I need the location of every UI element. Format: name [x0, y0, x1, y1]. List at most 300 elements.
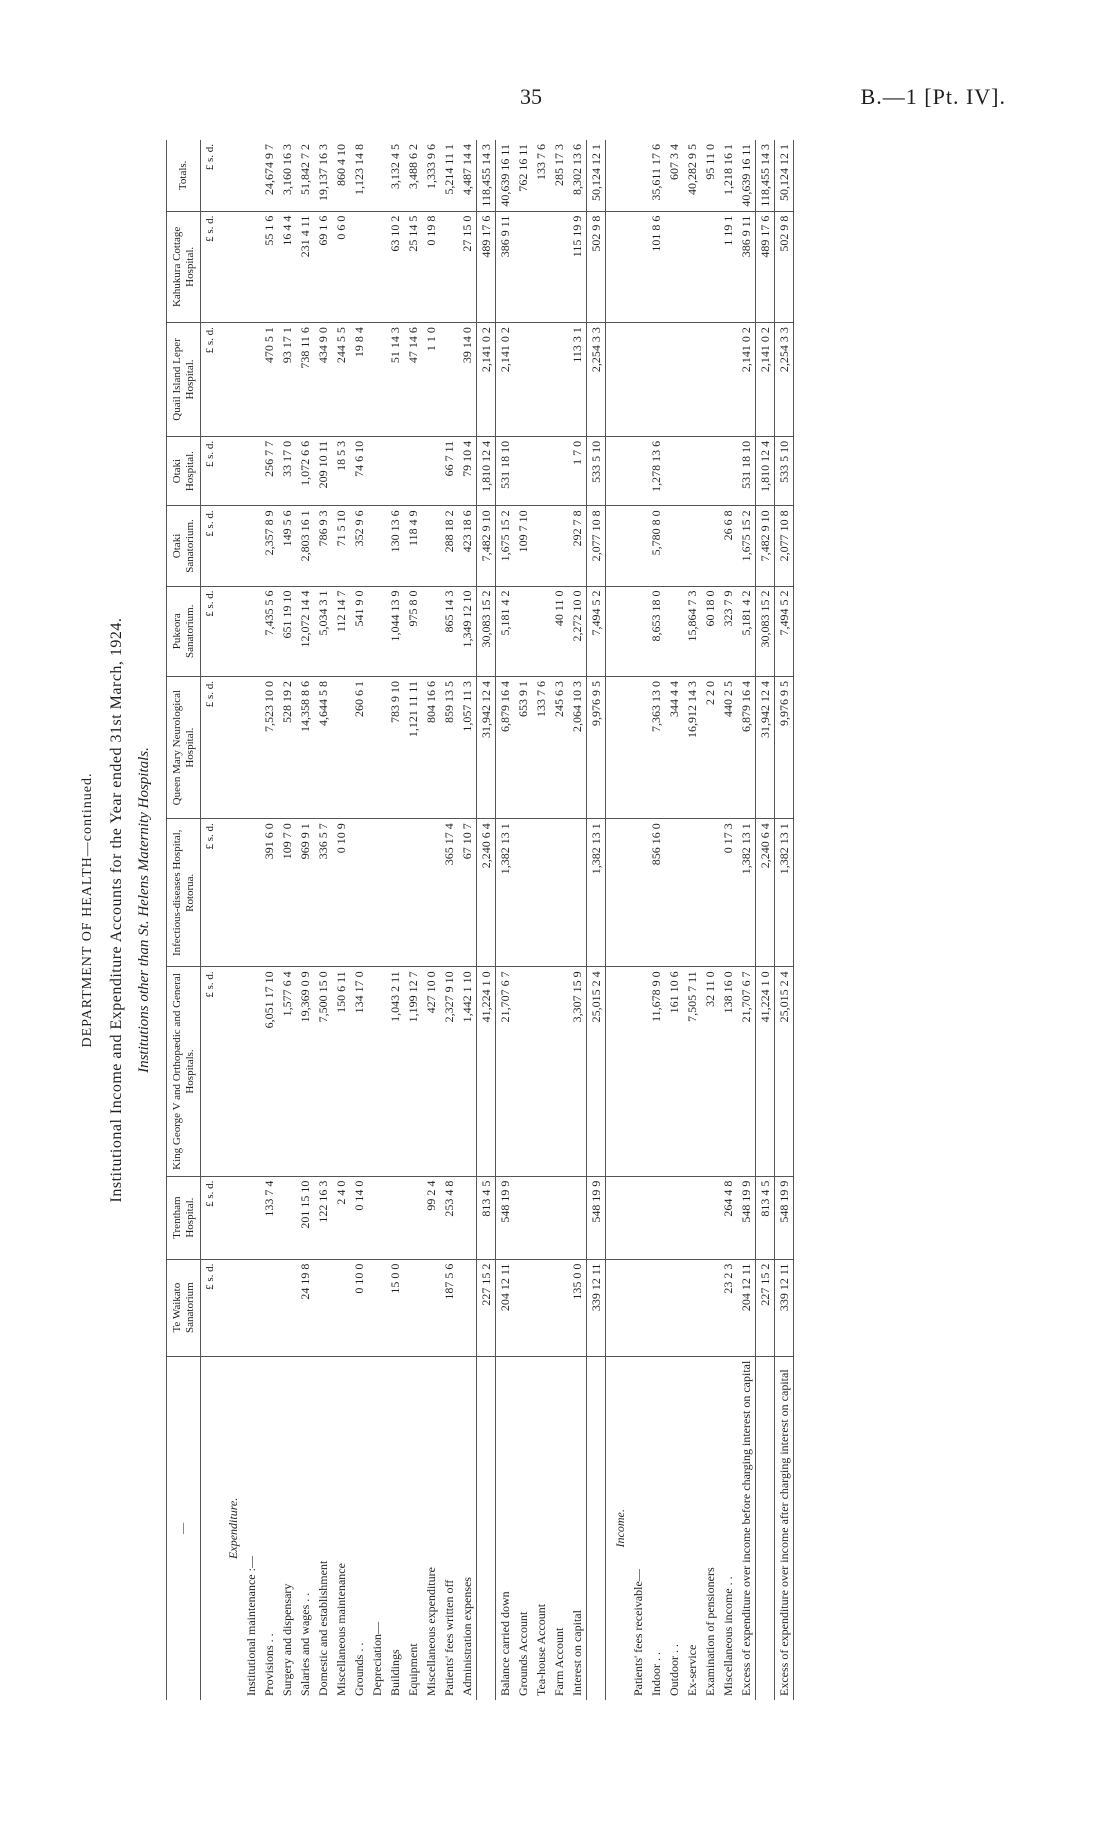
column-header: Kahukura Cottage Hospital.	[167, 211, 201, 322]
amount-cell: 548 19 9	[775, 1176, 794, 1259]
amount-cell: 0 6 0	[332, 211, 350, 322]
amount-cell	[242, 323, 260, 437]
accounts-heading: Institutional Income and Expenditure Accounts for the Year ended 31st March, 1924.	[108, 617, 125, 1203]
amount-cell: 0 14 0	[350, 1176, 368, 1259]
amount-cell	[404, 1176, 422, 1259]
amount-cell	[219, 677, 242, 819]
amount-cell: 209 10 11	[314, 436, 332, 506]
row-label: Balance carried down	[498, 1591, 513, 1696]
amount-cell	[606, 967, 630, 1176]
column-header: Te Waikato Sanatorium	[167, 1259, 201, 1356]
amount-cell	[629, 323, 647, 437]
amount-cell: 1,044 13 9	[386, 586, 404, 677]
currency-units: £ s. d.	[201, 677, 220, 819]
amount-cell: 1,043 2 11	[386, 967, 404, 1176]
table-row	[532, 140, 550, 1700]
amount-cell: 41,224 1 0	[756, 967, 775, 1176]
amount-cell	[314, 1259, 332, 1356]
amount-cell: 1,810 12 4	[756, 436, 775, 506]
amount-cell: 548 19 9	[587, 1176, 606, 1259]
amount-cell: 531 18 10	[737, 436, 756, 506]
amount-cell: 391 6 0	[260, 819, 278, 967]
row-label: Provisions . .	[262, 1633, 277, 1696]
amount-cell: 1,121 11 11	[404, 677, 422, 819]
table-row	[350, 140, 368, 1700]
amount-cell: 1,382 13 1	[496, 819, 515, 967]
amount-cell: 2,803 16 1	[296, 506, 314, 586]
amount-cell: 2,240 6 4	[756, 819, 775, 967]
amount-cell: 95 11 0	[701, 140, 719, 211]
amount-cell: 55 1 6	[260, 211, 278, 322]
currency-units	[201, 1356, 220, 1700]
amount-cell: 607 3 4	[665, 140, 683, 211]
amount-cell	[242, 819, 260, 967]
row-label: Examination of pensioners	[703, 1567, 718, 1696]
amount-cell: 256 7 7	[260, 436, 278, 506]
table-row	[332, 140, 350, 1700]
amount-cell: 2,077 10 8	[587, 506, 606, 586]
amount-cell	[514, 586, 532, 677]
amount-cell: 138 16 0	[719, 967, 737, 1176]
amount-cell: 113 3 1	[568, 323, 587, 437]
amount-cell: 969 9 1	[296, 819, 314, 967]
amount-cell: 8,302 13 6	[568, 140, 587, 211]
amount-cell	[219, 436, 242, 506]
currency-units: £ s. d.	[201, 967, 220, 1176]
amount-cell	[242, 436, 260, 506]
amount-cell: 1,577 6 4	[278, 967, 296, 1176]
amount-cell: 79 10 4	[458, 436, 477, 506]
amount-cell	[550, 967, 568, 1176]
amount-cell: 7,505 7 11	[683, 967, 701, 1176]
amount-cell	[368, 586, 386, 677]
row-label: Surgery and dispensary	[280, 1583, 295, 1696]
amount-cell: 7,363 13 0	[647, 677, 665, 819]
amount-cell: 30,083 15 2	[756, 586, 775, 677]
amount-cell: 31,942 12 4	[756, 677, 775, 819]
amount-cell: 161 10 6	[665, 967, 683, 1176]
amount-cell	[514, 1259, 532, 1356]
amount-cell	[219, 323, 242, 437]
department-title: DEPARTMENT OF HEALTH—continued.	[80, 772, 95, 1048]
amount-cell: 99 2 4	[422, 1176, 440, 1259]
amount-cell: 434 9 0	[314, 323, 332, 437]
amount-cell: 1,123 14 8	[350, 140, 368, 211]
amount-cell	[606, 586, 630, 677]
amount-cell	[219, 506, 242, 586]
amount-cell	[278, 1176, 296, 1259]
table-row	[701, 140, 719, 1700]
amount-cell	[568, 819, 587, 967]
table-row	[296, 140, 314, 1700]
amount-cell: 786 9 3	[314, 506, 332, 586]
amount-cell: 856 16 0	[647, 819, 665, 967]
amount-cell	[606, 211, 630, 322]
table-row	[314, 140, 332, 1700]
amount-cell: 31,942 12 4	[477, 677, 496, 819]
section-row	[219, 140, 242, 1700]
amount-cell	[629, 436, 647, 506]
amount-cell	[550, 506, 568, 586]
amount-cell	[665, 1259, 683, 1356]
amount-cell: 1,382 13 1	[737, 819, 756, 967]
amount-cell	[701, 506, 719, 586]
amount-cell	[629, 967, 647, 1176]
amount-cell	[606, 140, 630, 211]
amount-cell: 9,976 9 5	[587, 677, 606, 819]
table-row	[629, 140, 647, 1700]
amount-cell: 67 10 7	[458, 819, 477, 967]
amount-cell: 344 4 4	[665, 677, 683, 819]
amount-cell: 51,842 7 2	[296, 140, 314, 211]
table-row	[737, 140, 756, 1700]
amount-cell: 35,611 17 6	[647, 140, 665, 211]
amount-cell: 548 19 9	[737, 1176, 756, 1259]
amount-cell: 12,072 14 4	[296, 586, 314, 677]
amount-cell	[683, 211, 701, 322]
amount-cell: 533 5 10	[775, 436, 794, 506]
amount-cell	[606, 506, 630, 586]
amount-cell: 2,240 6 4	[477, 819, 496, 967]
amount-cell	[440, 211, 458, 322]
amount-cell	[532, 211, 550, 322]
amount-cell	[683, 506, 701, 586]
amount-cell	[665, 436, 683, 506]
column-header: Infectious-diseases Hospital, Rotorua.	[167, 819, 201, 967]
amount-cell	[458, 1259, 477, 1356]
amount-cell: 285 17 3	[550, 140, 568, 211]
amount-cell: 118,455 14 3	[477, 140, 496, 211]
amount-cell: 30,083 15 2	[477, 586, 496, 677]
amount-cell: 323 7 9	[719, 586, 737, 677]
amount-cell: 2,254 3 3	[775, 323, 794, 437]
amount-cell: 0 19 8	[422, 211, 440, 322]
amount-cell	[368, 323, 386, 437]
amount-cell: 71 5 10	[332, 506, 350, 586]
amount-cell: 14,358 8 6	[296, 677, 314, 819]
currency-units: £ s. d.	[201, 506, 220, 586]
total-row	[775, 140, 794, 1700]
table-row	[368, 140, 386, 1700]
amount-cell: 5,181 4 2	[737, 586, 756, 677]
amount-cell: 134 17 0	[350, 967, 368, 1176]
total-row	[756, 140, 775, 1700]
amount-cell: 2,141 0 2	[756, 323, 775, 437]
amount-cell: 1,382 13 1	[775, 819, 794, 967]
amount-cell: 5,181 4 2	[496, 586, 515, 677]
amount-cell: 8,653 18 0	[647, 586, 665, 677]
amount-cell: 21,707 6 7	[737, 967, 756, 1176]
amount-cell: 1,442 1 10	[458, 967, 477, 1176]
currency-units: £ s. d.	[201, 211, 220, 322]
amount-cell: 19 8 4	[350, 323, 368, 437]
table-row	[278, 140, 296, 1700]
amount-cell: 50,124 12 1	[587, 140, 606, 211]
amount-cell	[242, 1259, 260, 1356]
amount-cell: 2 4 0	[332, 1176, 350, 1259]
amount-cell	[568, 1176, 587, 1259]
amount-cell	[683, 436, 701, 506]
amount-cell	[242, 677, 260, 819]
row-label: Grounds . .	[352, 1642, 367, 1696]
amount-cell: 6,051 17 10	[260, 967, 278, 1176]
row-label: Interest on capital	[570, 1610, 585, 1696]
amount-cell: 24 19 8	[296, 1259, 314, 1356]
amount-cell: 813 4 5	[756, 1176, 775, 1259]
amount-cell: 264 4 8	[719, 1176, 737, 1259]
amount-cell: 865 14 3	[440, 586, 458, 677]
amount-cell: 2,254 3 3	[587, 323, 606, 437]
column-header: Otaki Hospital.	[167, 436, 201, 506]
row-label: Equipment	[406, 1643, 421, 1696]
amount-cell: 204 12 11	[737, 1259, 756, 1356]
amount-cell	[350, 211, 368, 322]
amount-cell: 470 5 1	[260, 323, 278, 437]
amount-cell	[242, 967, 260, 1176]
amount-cell: 783 9 10	[386, 677, 404, 819]
table-body	[219, 140, 794, 1700]
table-row	[422, 140, 440, 1700]
amount-cell	[422, 506, 440, 586]
table-row	[568, 140, 587, 1700]
amount-cell: 93 17 1	[278, 323, 296, 437]
row-label	[587, 1356, 606, 1700]
amount-cell: 502 9 8	[587, 211, 606, 322]
amount-cell	[532, 819, 550, 967]
amount-cell	[219, 819, 242, 967]
amount-cell: 365 17 4	[440, 819, 458, 967]
row-label: Excess of expenditure over income before charging interest on capital	[739, 1360, 754, 1696]
column-header: King George V and Orthopædic and General Hospitals.	[167, 967, 201, 1176]
row-label	[477, 1356, 496, 1700]
amount-cell: 7,494 5 2	[775, 586, 794, 677]
amount-cell	[550, 323, 568, 437]
amount-cell: 47 14 6	[404, 323, 422, 437]
row-label: Income.	[613, 1509, 628, 1548]
amount-cell: 260 6 1	[350, 677, 368, 819]
table-row	[260, 140, 278, 1700]
amount-cell	[514, 323, 532, 437]
amount-cell: 2,357 8 9	[260, 506, 278, 586]
amount-cell	[701, 819, 719, 967]
amount-cell: 133 7 4	[260, 1176, 278, 1259]
currency-units: £ s. d.	[201, 140, 220, 211]
amount-cell	[242, 586, 260, 677]
amount-cell: 112 14 7	[332, 586, 350, 677]
amount-cell	[629, 506, 647, 586]
amount-cell: 9,976 9 5	[775, 677, 794, 819]
amount-cell	[404, 819, 422, 967]
amount-cell	[514, 1176, 532, 1259]
amount-cell	[219, 211, 242, 322]
amount-cell: 40 11 0	[550, 586, 568, 677]
amount-cell: 489 17 6	[477, 211, 496, 322]
amount-cell: 187 5 6	[440, 1259, 458, 1356]
currency-units: £ s. d.	[201, 819, 220, 967]
amount-cell: 5,214 11 1	[440, 140, 458, 211]
table-row	[665, 140, 683, 1700]
amount-cell: 2,064 10 3	[568, 677, 587, 819]
amount-cell: 101 8 6	[647, 211, 665, 322]
amount-cell: 3,488 6 2	[404, 140, 422, 211]
amount-cell	[219, 140, 242, 211]
amount-cell: 440 2 5	[719, 677, 737, 819]
amount-cell: 427 10 0	[422, 967, 440, 1176]
amount-cell: 227 15 2	[756, 1259, 775, 1356]
row-label: Tea-house Account	[534, 1603, 549, 1696]
amount-cell	[629, 140, 647, 211]
amount-cell: 40,282 9 5	[683, 140, 701, 211]
amount-cell: 859 13 5	[440, 677, 458, 819]
amount-cell: 115 19 9	[568, 211, 587, 322]
amount-cell	[550, 436, 568, 506]
amount-cell	[242, 1176, 260, 1259]
column-header: Totals.	[167, 140, 201, 211]
amount-cell: 2,141 0 2	[496, 323, 515, 437]
total-row	[587, 140, 606, 1700]
amount-cell	[386, 819, 404, 967]
amount-cell	[665, 1176, 683, 1259]
amount-cell	[550, 211, 568, 322]
amount-cell	[701, 1259, 719, 1356]
amount-cell: 122 16 3	[314, 1176, 332, 1259]
amount-cell	[665, 211, 683, 322]
amount-cell	[368, 211, 386, 322]
column-header-label: —	[167, 1356, 201, 1700]
amount-cell	[532, 1259, 550, 1356]
row-label: Expenditure.	[226, 1497, 241, 1559]
amount-cell	[386, 436, 404, 506]
amount-cell	[665, 586, 683, 677]
table-row	[386, 140, 404, 1700]
amount-cell: 39 14 0	[458, 323, 477, 437]
amount-cell: 386 9 11	[496, 211, 515, 322]
table-row	[404, 140, 422, 1700]
amount-cell: 860 4 10	[332, 140, 350, 211]
table-row	[496, 140, 515, 1700]
amount-cell: 804 16 6	[422, 677, 440, 819]
amount-cell: 109 7 10	[514, 506, 532, 586]
amount-cell	[242, 211, 260, 322]
currency-units: £ s. d.	[201, 1176, 220, 1259]
amount-cell	[683, 819, 701, 967]
amount-cell: 7,435 5 6	[260, 586, 278, 677]
row-label: Ex-service	[685, 1644, 700, 1696]
amount-cell	[332, 677, 350, 819]
amount-cell: 1,333 9 6	[422, 140, 440, 211]
amount-cell: 1,199 12 7	[404, 967, 422, 1176]
amount-cell: 5,780 8 0	[647, 506, 665, 586]
amount-cell	[647, 1259, 665, 1356]
row-label: Indoor . .	[649, 1652, 664, 1696]
amount-cell: 15,864 7 3	[683, 586, 701, 677]
amount-cell: 21,707 6 7	[496, 967, 515, 1176]
currency-units: £ s. d.	[201, 436, 220, 506]
amount-cell: 1,072 6 6	[296, 436, 314, 506]
row-label: Institutional maintenance :—	[244, 1556, 259, 1696]
part-reference: B.—1 [Pt. IV].	[860, 84, 1006, 109]
amount-cell: 69 1 6	[314, 211, 332, 322]
amount-cell: 1,810 12 4	[477, 436, 496, 506]
amount-cell: 1,349 12 10	[458, 586, 477, 677]
amount-cell: 253 4 8	[440, 1176, 458, 1259]
amount-cell: 541 9 0	[350, 586, 368, 677]
amount-cell: 533 5 10	[587, 436, 606, 506]
amount-cell	[532, 323, 550, 437]
table-row	[683, 140, 701, 1700]
amount-cell: 27 15 0	[458, 211, 477, 322]
currency-row	[201, 140, 220, 1700]
amount-cell: 531 18 10	[496, 436, 515, 506]
amount-cell: 2,272 10 0	[568, 586, 587, 677]
row-label: Domestic and establishment	[316, 1560, 331, 1696]
amount-cell: 0 10 0	[350, 1259, 368, 1356]
amount-cell: 651 19 10	[278, 586, 296, 677]
amount-cell: 1,057 11 3	[458, 677, 477, 819]
row-label	[756, 1356, 775, 1700]
amount-cell: 336 5 7	[314, 819, 332, 967]
amount-cell	[719, 436, 737, 506]
row-label: Salaries and wages . .	[298, 1592, 313, 1696]
row-label: Patients' fees receivable—	[631, 1569, 646, 1696]
amount-cell	[629, 1259, 647, 1356]
amount-cell	[647, 1176, 665, 1259]
amount-cell	[532, 436, 550, 506]
amount-cell	[532, 967, 550, 1176]
amount-cell: 118 4 9	[404, 506, 422, 586]
amount-cell	[458, 1176, 477, 1259]
amount-cell: 352 9 6	[350, 506, 368, 586]
row-label: Patients' fees written off	[442, 1579, 457, 1696]
amount-cell	[422, 436, 440, 506]
header-row	[167, 140, 201, 1700]
column-header: Trentham Hospital.	[167, 1176, 201, 1259]
amount-cell	[629, 1176, 647, 1259]
rotated-table-block	[80, 120, 960, 1700]
amount-cell: 7,494 5 2	[587, 586, 606, 677]
amount-cell	[440, 323, 458, 437]
amount-cell: 135 0 0	[568, 1259, 587, 1356]
amount-cell	[422, 586, 440, 677]
amount-cell: 489 17 6	[756, 211, 775, 322]
amount-cell: 16,912 14 3	[683, 677, 701, 819]
amount-cell: 2,141 0 2	[737, 323, 756, 437]
amount-cell: 1,675 15 2	[496, 506, 515, 586]
table-row	[440, 140, 458, 1700]
amount-cell: 25 14 5	[404, 211, 422, 322]
row-label: Depreciation—	[370, 1622, 385, 1696]
table-row	[719, 140, 737, 1700]
amount-cell	[647, 323, 665, 437]
amount-cell	[701, 1176, 719, 1259]
amount-cell	[422, 1259, 440, 1356]
column-header: Otaki Sanatorium.	[167, 506, 201, 586]
amount-cell: 18 5 3	[332, 436, 350, 506]
amount-cell: 19,137 16 3	[314, 140, 332, 211]
amount-cell	[532, 506, 550, 586]
amount-cell: 204 12 11	[496, 1259, 515, 1356]
amount-cell	[514, 819, 532, 967]
row-label: Miscellaneous expenditure	[424, 1567, 439, 1696]
amount-cell	[665, 323, 683, 437]
amount-cell: 975 8 0	[404, 586, 422, 677]
amount-cell: 762 16 11	[514, 140, 532, 211]
currency-units: £ s. d.	[201, 323, 220, 437]
column-header: Pukeora Sanatorium.	[167, 586, 201, 677]
amount-cell: 149 5 6	[278, 506, 296, 586]
amount-cell: 25,015 2 4	[775, 967, 794, 1176]
table-row	[242, 140, 260, 1700]
